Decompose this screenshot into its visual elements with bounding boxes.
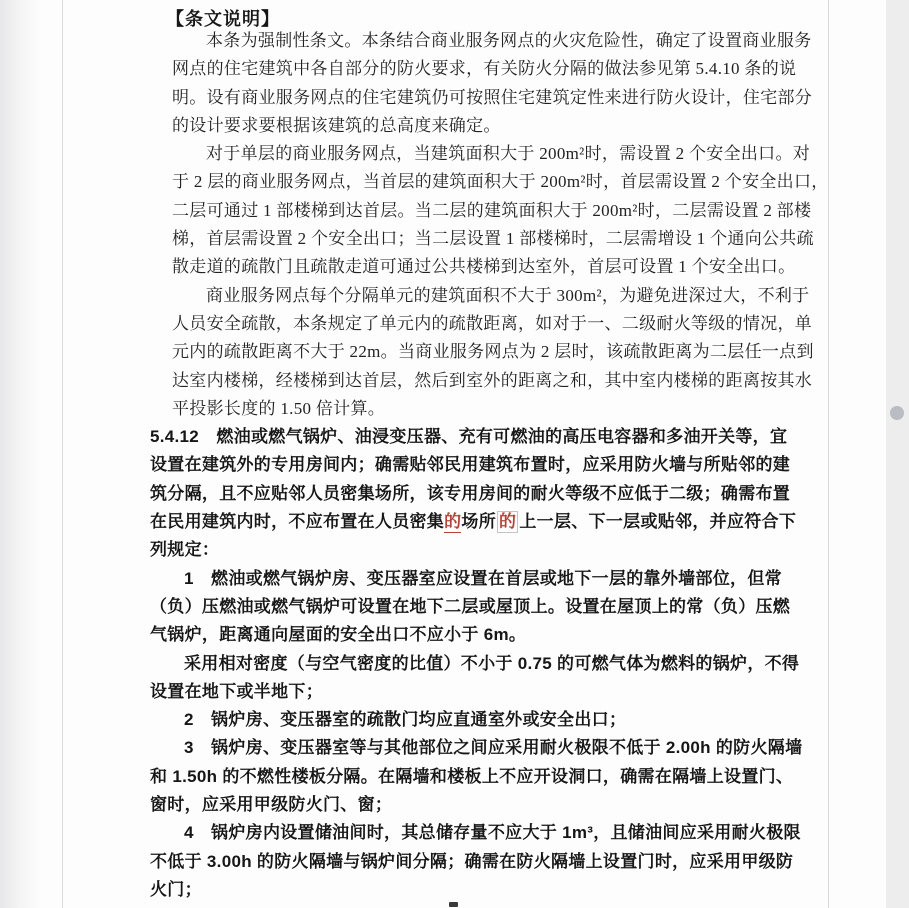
text-line: 人员安全疏散，本条规定了单元内的疏散距离，如对于一、二级耐火等级的情况，单	[172, 313, 813, 333]
paragraph	[150, 706, 909, 734]
text-line: 1 燃油或燃气锅炉房、变压器室应设置在首层或地下一层的靠外墙部位，但常	[184, 568, 782, 588]
text-line: （负）压燃油或燃气锅炉可设置在地下二层或屋顶上。设置在屋顶上的常（负）压燃	[150, 596, 791, 616]
text-line: 明。设有商业服务网点的住宅建筑仍可按照住宅建筑定性来进行防火设计，住宅部分	[172, 87, 813, 107]
text-line	[150, 508, 909, 536]
text-line: 列规定：	[150, 540, 220, 560]
text-line: 网点的住宅建筑中各自部分的防火要求，有关防火分隔的做法参见第 5.4.10 条的说	[172, 59, 797, 79]
paragraph	[172, 282, 909, 423]
paragraph	[172, 27, 909, 140]
text-line: 散走道的疏散门且疏散走道可通过公共楼梯到达室外，首层可设置 1 个安全出口。	[172, 257, 796, 277]
red-box-revision-mark: 的	[499, 512, 517, 532]
text-segment: 场所	[461, 512, 497, 532]
paragraph	[150, 650, 909, 707]
text-line: 于 2 层的商业服务网点，当首层的建筑面积大于 200m²时，首层需设置 2 个安全出口，	[172, 172, 829, 192]
text-line: 商业服务网点每个分隔单元的建筑面积不大于 300m²，为避免进深过大，不利于	[206, 285, 810, 305]
text-line: 火门；	[150, 879, 202, 899]
text-line: 本条为强制性条文。本条结合商业服务网点的火灾危险性，确定了设置商业服务	[206, 31, 812, 50]
text-line: 气锅炉，距离通向屋面的安全出口不应小于 6m。	[150, 625, 527, 645]
text-line: 设置在建筑外的专用房间内；确需贴邻民用建筑布置时，应采用防火墙与所贴邻的建	[150, 455, 791, 475]
text-line: 梯，首层需设置 2 个安全出口；当二层设置 1 部楼梯时，二层需增设 1 个通向公共疏	[172, 229, 814, 249]
text-line: 达室内楼梯，经楼梯到达首层，然后到室外的距离之和，其中室内楼梯的距离按其水	[172, 370, 813, 390]
document-body	[0, 27, 909, 904]
clipped-next-line-text	[449, 902, 458, 907]
paragraph	[150, 565, 909, 650]
text-line: 5.4.12 燃油或燃气锅炉、油浸变压器、充有可燃油的高压电容器和多油开关等，宜	[150, 427, 788, 447]
red-underline-revision-mark: 的	[444, 512, 462, 532]
text-line: 和 1.50h 的不燃性楼板分隔。在隔墙和楼板上不应开设洞口，确需在隔墙上设置门、	[150, 766, 794, 786]
text-line: 元内的疏散距离不大于 22m。当商业服务网点为 2 层时，该疏散距离为二层任一点到	[172, 342, 814, 362]
text-line: 设置在地下或半地下；	[150, 681, 323, 701]
text-segment: 在民用建筑内时，不应布置在人员密集	[150, 512, 445, 532]
text-line: 不低于 3.00h 的防火隔墙与锅炉间分隔；确需在防火隔墙上设置门时，应采用甲级防	[150, 851, 794, 871]
text-line: 的设计要求要根据该建筑的总高度来确定。	[172, 115, 501, 135]
text-line: 4 锅炉房内设置储油间时，其总储存量不应大于 1m³，且储油间应采用耐火极限	[184, 823, 801, 843]
text-line: 窗时，应采用甲级防火门、窗；	[150, 795, 393, 815]
text-segment: 上一层、下一层或贴邻，并应符合下	[519, 512, 797, 532]
section-heading: 【条文说明】	[166, 9, 280, 29]
text-line: 二层可通过 1 部楼梯到达首层。当二层的建筑面积大于 200m²时，二层需设置 2 部楼	[172, 200, 812, 220]
text-line: 对于单层的商业服务网点，当建筑面积大于 200m²时，需设置 2 个安全出口。对	[206, 144, 811, 164]
text-line: 3 锅炉房、变压器室等与其他部位之间应采用耐火极限不低于 2.00h 的防火隔墙	[184, 738, 803, 758]
text-line: 筑分隔，且不应贴邻人员密集场所，该专用房间的耐火等级不应低于二级；确需布置	[150, 483, 791, 503]
paragraph	[172, 140, 909, 281]
text-line: 平投影长度的 1.50 倍计算。	[172, 398, 386, 418]
paragraph	[150, 423, 909, 564]
paragraph	[150, 734, 909, 819]
text-line: 采用相对密度（与空气密度的比值）不小于 0.75 的可燃气体为燃料的锅炉，不得	[184, 653, 800, 673]
paragraph	[150, 819, 909, 904]
text-line: 2 锅炉房、变压器室的疏散门均应直通室外或安全出口；	[184, 710, 627, 730]
